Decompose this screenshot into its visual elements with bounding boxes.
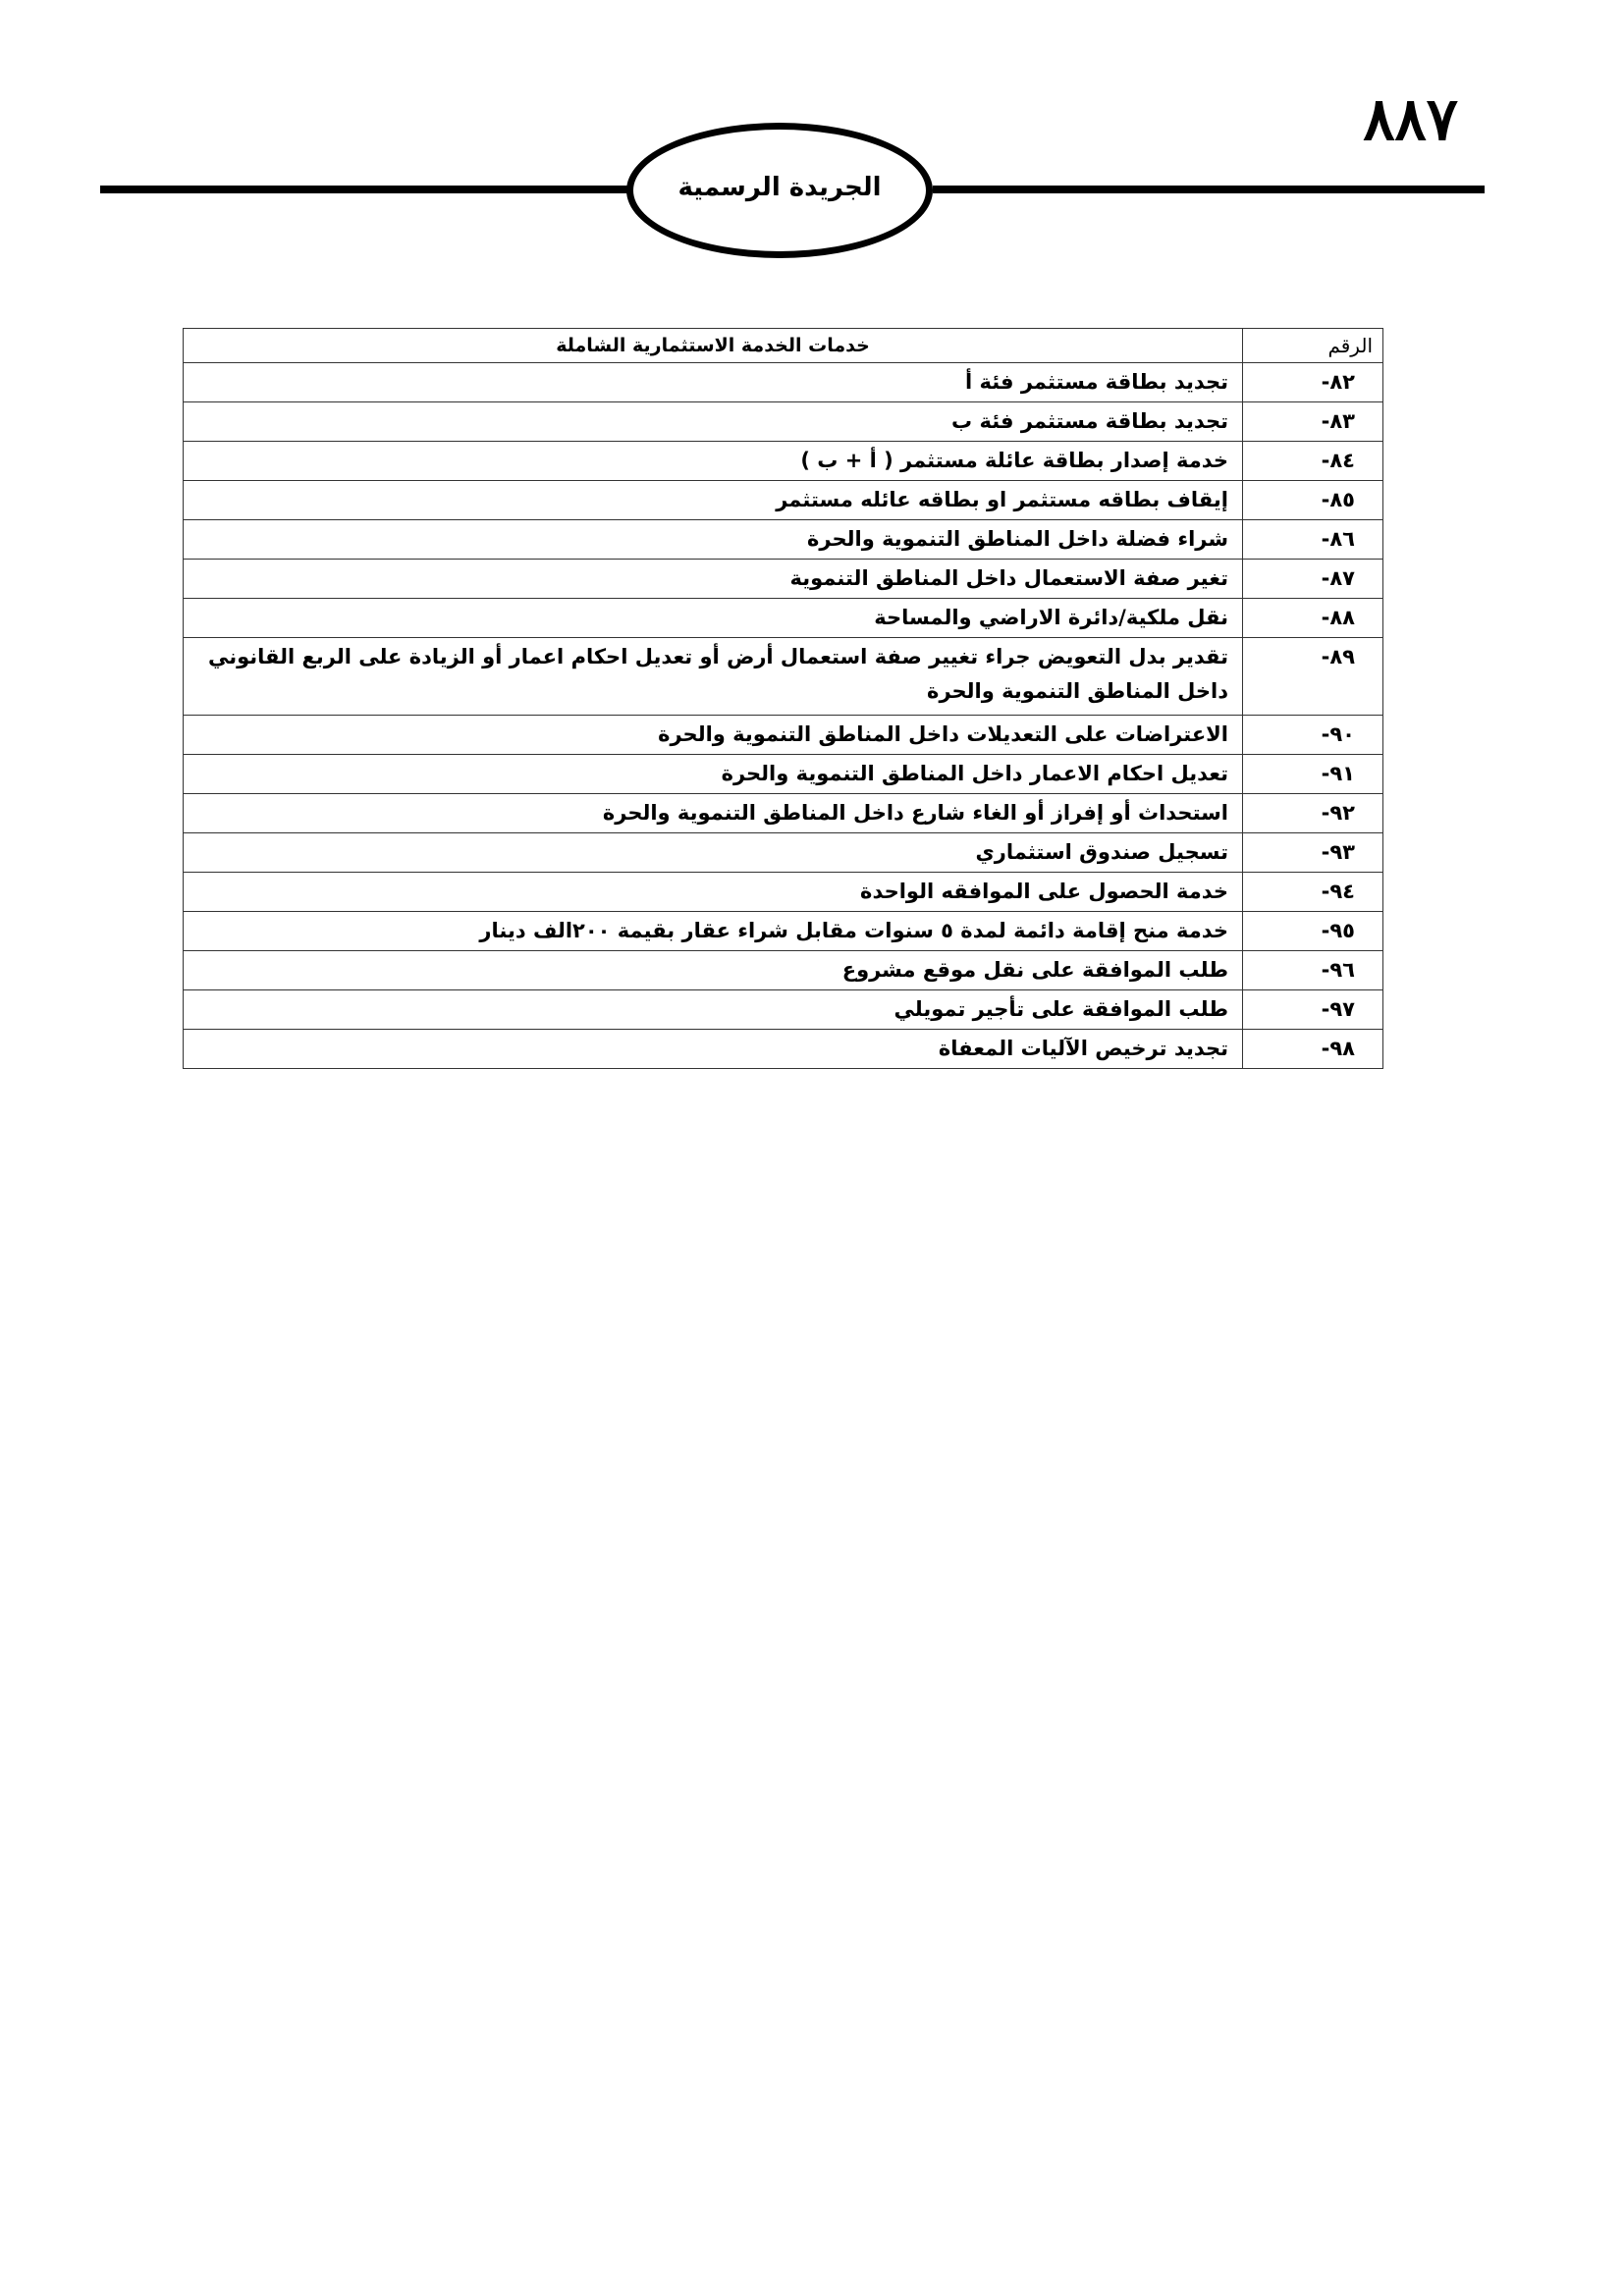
row-number: ٨٥- <box>1243 481 1383 520</box>
row-number: ٨٨- <box>1243 599 1383 638</box>
row-number: ٨٧- <box>1243 560 1383 599</box>
table-row <box>184 716 1383 755</box>
row-service: تجديد ترخيص الآليات المعفاة <box>184 1030 1243 1069</box>
row-service: خدمة الحصول على الموافقه الواحدة <box>184 873 1243 912</box>
row-number: ٩١- <box>1243 755 1383 794</box>
table-row <box>184 990 1383 1030</box>
table-row <box>184 599 1383 638</box>
row-service: تعديل احكام الاعمار داخل المناطق التنموية والحرة <box>184 755 1243 794</box>
gazette-title-oval <box>626 123 933 258</box>
table-row <box>184 1030 1383 1069</box>
row-service: خدمة إصدار بطاقة عائلة مستثمر ( أ + ب ) <box>184 442 1243 481</box>
table-row <box>184 912 1383 951</box>
row-service: خدمة منح إقامة دائمة لمدة ٥ سنوات مقابل شراء عقار بقيمة ٢٠٠الف دينار <box>184 912 1243 951</box>
row-number: ٩٠- <box>1243 716 1383 755</box>
row-number: ٩٧- <box>1243 990 1383 1030</box>
row-service: إيقاف بطاقه مستثمر او بطاقه عائله مستثمر <box>184 481 1243 520</box>
row-number: ٨٩- <box>1243 638 1383 716</box>
row-service: طلب الموافقة على تأجير تمويلي <box>184 990 1243 1030</box>
table-row <box>184 833 1383 873</box>
table-header-row <box>184 329 1383 363</box>
table-row <box>184 481 1383 520</box>
row-service: نقل ملكية/دائرة الاراضي والمساحة <box>184 599 1243 638</box>
row-number: ٩٢- <box>1243 794 1383 833</box>
row-number: ٩٣- <box>1243 833 1383 873</box>
services-table <box>183 328 1383 1069</box>
table-row <box>184 638 1383 716</box>
table-row <box>184 873 1383 912</box>
page-number: ٨٨٧ <box>1363 85 1458 154</box>
gazette-title: الجريدة الرسمية <box>677 173 882 202</box>
row-service: شراء فضلة داخل المناطق التنموية والحرة <box>184 520 1243 560</box>
row-service: تجديد بطاقة مستثمر فئة أ <box>184 363 1243 402</box>
table-row <box>184 363 1383 402</box>
row-service: تجديد بطاقة مستثمر فئة ب <box>184 402 1243 442</box>
table-row <box>184 442 1383 481</box>
row-number: ٩٦- <box>1243 951 1383 990</box>
header-rule-left <box>100 186 628 193</box>
row-service: تقدير بدل التعويض جراء تغيير صفة استعمال أرض أو تعديل احكام اعمار أو الزيادة على الربع القانوني داخل المناطق التنموية والحرة <box>184 638 1243 716</box>
column-header-service: خدمات الخدمة الاستثمارية الشاملة <box>184 329 1243 363</box>
row-number: ٨٣- <box>1243 402 1383 442</box>
row-service: طلب الموافقة على نقل موقع مشروع <box>184 951 1243 990</box>
table-row <box>184 520 1383 560</box>
row-service: الاعتراضات على التعديلات داخل المناطق التنموية والحرة <box>184 716 1243 755</box>
row-number: ٩٤- <box>1243 873 1383 912</box>
row-service: تسجيل صندوق استثماري <box>184 833 1243 873</box>
column-header-number: الرقم <box>1243 329 1383 363</box>
header-rule-right <box>933 186 1485 193</box>
row-service: تغير صفة الاستعمال داخل المناطق التنموية <box>184 560 1243 599</box>
row-number: ٨٦- <box>1243 520 1383 560</box>
row-service: استحداث أو إفراز أو الغاء شارع داخل المناطق التنموية والحرة <box>184 794 1243 833</box>
row-number: ٩٨- <box>1243 1030 1383 1069</box>
row-number: ٨٢- <box>1243 363 1383 402</box>
table-row <box>184 951 1383 990</box>
table-row <box>184 755 1383 794</box>
table-row <box>184 560 1383 599</box>
table-row <box>184 794 1383 833</box>
row-number: ٨٤- <box>1243 442 1383 481</box>
table-row <box>184 402 1383 442</box>
row-number: ٩٥- <box>1243 912 1383 951</box>
